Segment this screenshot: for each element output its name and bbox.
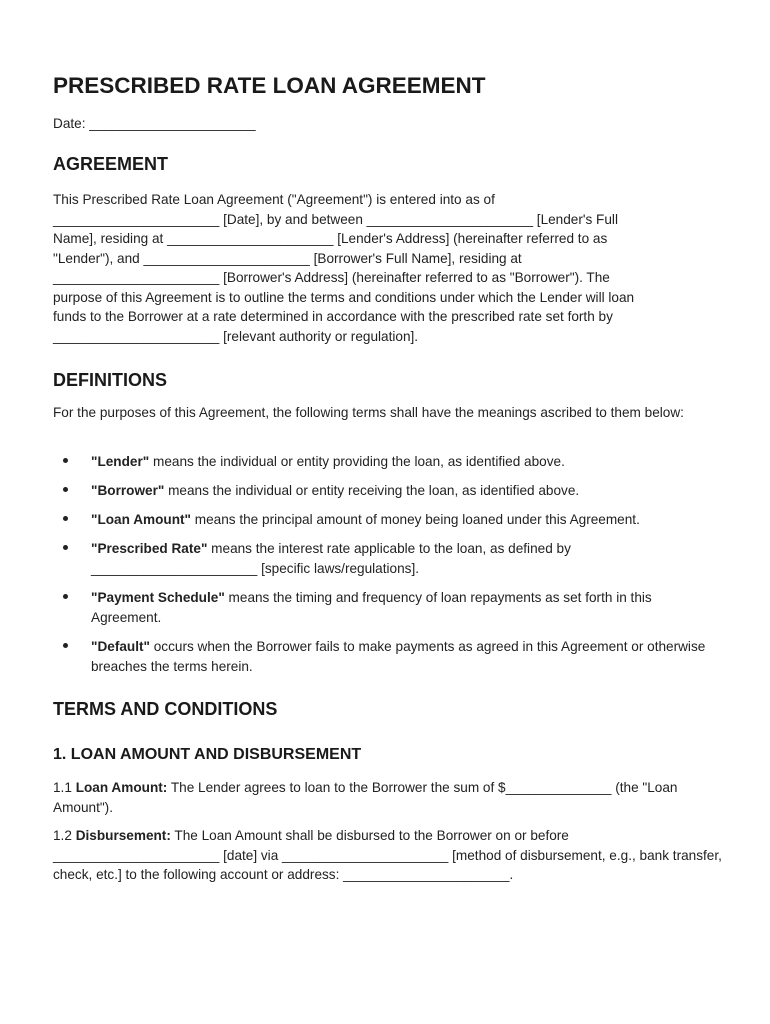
definition-text: means the individual or entity receiving the loan, as identified above. — [164, 483, 580, 498]
agreement-line: ______________________ [relevant authority or regulation]. — [53, 328, 419, 344]
bullet-icon — [63, 643, 68, 648]
agreement-line: Name], residing at ______________________ [Lender's Address] (hereinafter referred to as — [53, 231, 608, 246]
agreement-line: ______________________ [Borrower's Address] (hereinafter referred to as "Borrower"). The — [53, 270, 610, 285]
definition-item — [63, 510, 713, 530]
agreement-line: "Lender"), and ______________________ [Borrower's Full Name], residing at — [53, 250, 522, 266]
terms-heading: TERMS AND CONDITIONS — [53, 699, 278, 719]
bullet-icon — [63, 545, 68, 550]
clause-1-2 — [53, 826, 725, 885]
bullet-icon — [63, 487, 68, 492]
definition-item — [63, 637, 713, 676]
definition-term: "Lender" — [91, 454, 150, 469]
agreement-heading: AGREEMENT — [53, 154, 169, 174]
clause-term: Loan Amount: — [75, 780, 168, 795]
definition-text: means the individual or entity providing the loan, as identified above. — [149, 454, 565, 469]
clause-number: 1.2 — [53, 828, 76, 843]
definition-term: "Borrower" — [91, 483, 165, 498]
agreement-line: This Prescribed Rate Loan Agreement ("Agreement") is entered into as of — [53, 192, 495, 207]
definitions-intro: For the purposes of this Agreement, the following terms shall have the meanings ascribed to them below: — [53, 405, 684, 420]
clause-term: Disbursement: — [75, 828, 171, 843]
definition-item — [63, 588, 713, 627]
clause-1-1 — [53, 778, 708, 817]
agreement-line: funds to the Borrower at a rate determined in accordance with the prescribed rate set forth by — [53, 309, 613, 324]
definition-term: "Default" — [91, 639, 150, 654]
agreement-paragraph — [53, 190, 733, 346]
definition-item — [63, 452, 713, 472]
document-title: PRESCRIBED RATE LOAN AGREEMENT — [53, 73, 486, 98]
clause-number: 1.1 — [53, 780, 76, 795]
definition-item — [63, 481, 713, 501]
clause-text: The Loan Amount shall be disbursed to the Borrower on or before ______________________ [date] via ______________________ [method of disbursement, e.g., bank transfer, check, etc.] to the following account or address: ______________________. — [53, 828, 722, 882]
bullet-icon — [63, 458, 68, 463]
agreement-line: purpose of this Agreement is to outline the terms and conditions under which the Lender will loan — [53, 289, 635, 305]
definition-term: "Payment Schedule" — [91, 590, 225, 605]
definitions-heading: DEFINITIONS — [53, 370, 168, 390]
definition-text: means the principal amount of money being loaned under this Agreement. — [190, 512, 640, 527]
definition-term: "Loan Amount" — [91, 512, 191, 527]
clause-text: The Lender agrees to loan to the Borrower the sum of $______________ (the "Loan Amount"). — [53, 780, 678, 815]
definition-item — [63, 539, 653, 578]
date-line: Date: ______________________ — [53, 116, 256, 131]
bullet-icon — [63, 516, 68, 521]
definition-text: means the interest rate applicable to the loan, as defined by ______________________ [specific laws/regulations]. — [91, 541, 571, 576]
agreement-line: ______________________ [Date], by and between ______________________ [Lender's Full — [53, 211, 618, 227]
definition-text: occurs when the Borrower fails to make payments as agreed in this Agreement or otherwise breaches the terms herein. — [91, 639, 706, 674]
section-1-heading: 1. LOAN AMOUNT AND DISBURSEMENT — [53, 746, 362, 763]
definition-term: "Prescribed Rate" — [91, 541, 208, 556]
definition-text: means the timing and frequency of loan repayments as set forth in this Agreement. — [91, 590, 652, 625]
bullet-icon — [63, 594, 68, 599]
